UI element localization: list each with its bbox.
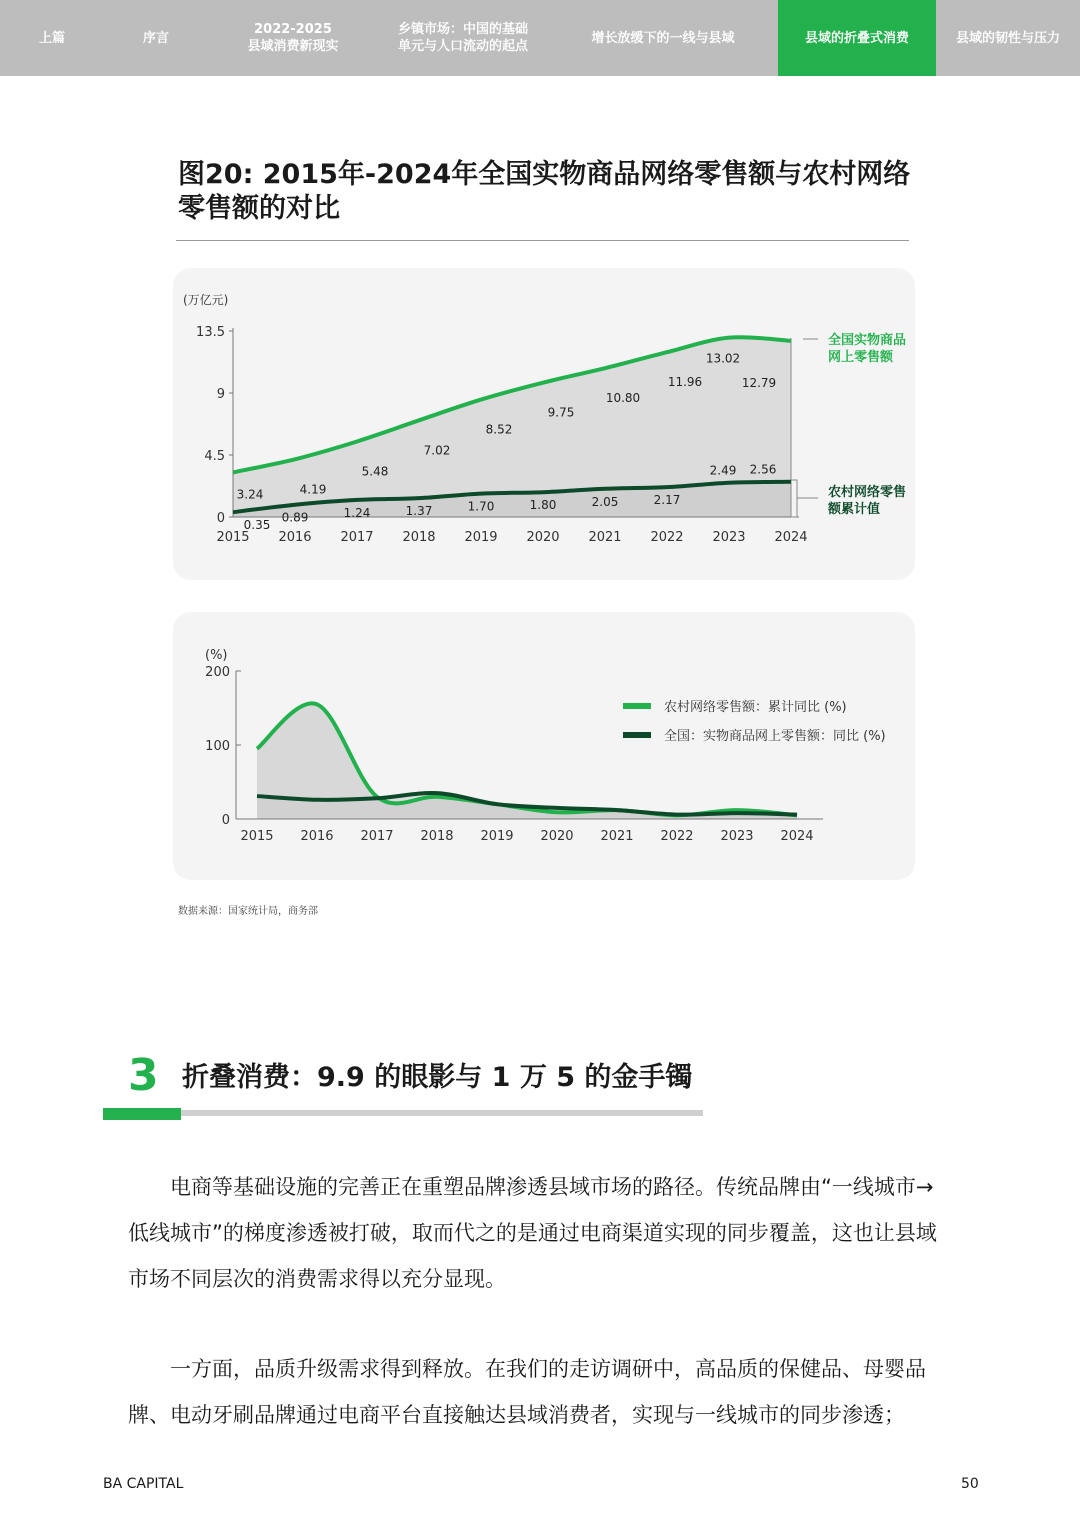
data-label-national: 3.24 [236,487,264,502]
data-label-rural: 2.05 [591,494,619,509]
legend-national-line1: 全国实物商品 [828,333,907,348]
legend-rural-line1: 农村网络零售 [828,485,907,500]
nav-tab-6[interactable]: 县域的折叠式消费 [778,0,936,76]
top-nav [0,0,1080,76]
x-tick-label: 2016 [278,530,312,545]
y-tick-label: 4.5 [204,449,225,464]
x-tick-label: 2024 [774,530,808,545]
nav-tab-5[interactable]: 增长放缓下的一线与县域 [591,30,735,46]
x-tick-label: 2019 [480,829,514,844]
section-rule-accent [103,1108,181,1120]
data-label-rural: 2.17 [653,493,681,508]
data-label-national: 8.52 [485,422,513,437]
data-label-national: 9.75 [547,405,575,420]
x-tick-label: 2021 [588,530,622,545]
footer-brand: BA CAPITAL [103,1476,184,1492]
title-divider [176,240,909,241]
y-tick-label: 200 [205,665,230,680]
data-label-national: 12.79 [741,375,777,390]
legend-bracket-rural [791,480,818,517]
y-tick-label: 100 [205,739,230,754]
legend-swatch-national [623,732,651,738]
data-label-national: 7.02 [423,443,451,458]
body-paragraph-2: 一方面，品质升级需求得到释放。在我们的走访调研中，高品质的保健品、母婴品牌、电动牙刷品牌通过电商平台直接触达县域消费者，实现与一线城市的同步渗透； [128,1357,926,1427]
y-tick-label: 13.5 [196,325,225,340]
yoy-growth-line-chart [173,612,915,880]
data-label-rural: 1.37 [405,504,433,519]
x-tick-label: 2020 [526,530,560,545]
section-title: 折叠消费：9.9 的眼影与 1 万 5 的金手镯 [182,1062,693,1093]
retail-sales-area-chart [173,268,915,580]
nav-tab-3[interactable]: 2022-2025 县域消费新现实 [247,22,339,54]
data-label-rural: 0.35 [243,518,271,533]
x-tick-label: 2021 [600,829,634,844]
data-label-rural: 2.49 [709,463,737,478]
y-tick-label: 0 [221,813,230,828]
data-label-national: 11.96 [667,375,703,390]
legend-label-national: 全国：实物商品网上零售额：同比 (%) [664,729,886,744]
data-label-rural: 2.56 [749,462,777,477]
legend-rural-line2: 额累计值 [828,502,881,517]
x-tick-label: 2017 [360,829,394,844]
nav-tab-4[interactable]: 乡镇市场：中国的基础 单元与人口流动的起点 [397,22,528,54]
y-unit-label: (%) [205,648,228,663]
x-tick-label: 2022 [650,530,684,545]
section-number: 3 [128,1050,159,1101]
y-tick-label: 0 [216,511,225,526]
data-label-rural: 1.24 [343,505,371,520]
data-label-national: 4.19 [299,482,327,497]
body-paragraph-1: 电商等基础设施的完善正在重塑品牌渗透县域市场的路径。传统品牌由“一线城市→低线城市”的梯度渗透被打破，取而代之的是通过电商渠道实现的同步覆盖，这也让县域市场不同层次的消费需求得以充分显现。 [128,1175,937,1291]
y-unit-label: (万亿元) [183,293,229,307]
data-label-national: 10.80 [605,391,641,406]
x-tick-label: 2017 [340,530,374,545]
x-tick-label: 2022 [660,829,694,844]
x-tick-label: 2015 [216,530,250,545]
data-label-national: 5.48 [361,464,389,479]
data-label-rural: 0.89 [281,510,309,525]
figure-title: 图20: 2015年-2024年全国实物商品网络零售额与农村网络零售额的对比 [178,159,911,224]
data-source-note: 数据来源：国家统计局，商务部 [178,906,318,917]
data-label-rural: 1.80 [529,498,557,513]
legend-national-line2: 网上零售额 [828,350,894,365]
x-tick-label: 2023 [720,829,754,844]
x-tick-label: 2018 [420,829,454,844]
legend-label-rural: 农村网络零售额：累计同比 (%) [664,700,847,715]
y-tick-label: 9 [216,387,225,402]
x-tick-label: 2020 [540,829,574,844]
chart-panel-retail-sales [173,268,915,580]
x-tick-label: 2024 [780,829,814,844]
nav-tab-7[interactable]: 县域的韧性与压力 [955,30,1060,46]
section-rule [103,1110,703,1116]
data-label-rural: 1.70 [467,499,495,514]
x-tick-label: 2016 [300,829,334,844]
x-tick-label: 2019 [464,530,498,545]
nav-tab-1[interactable]: 上篇 [38,30,65,46]
chart-panel-yoy-growth [173,612,915,880]
x-tick-label: 2018 [402,530,436,545]
data-label-national: 13.02 [705,351,741,366]
legend-swatch-rural [623,703,651,709]
x-tick-label: 2015 [240,829,274,844]
x-tick-label: 2023 [712,530,746,545]
nav-tab-2[interactable]: 序言 [142,30,169,46]
footer-page-number: 50 [961,1476,979,1492]
